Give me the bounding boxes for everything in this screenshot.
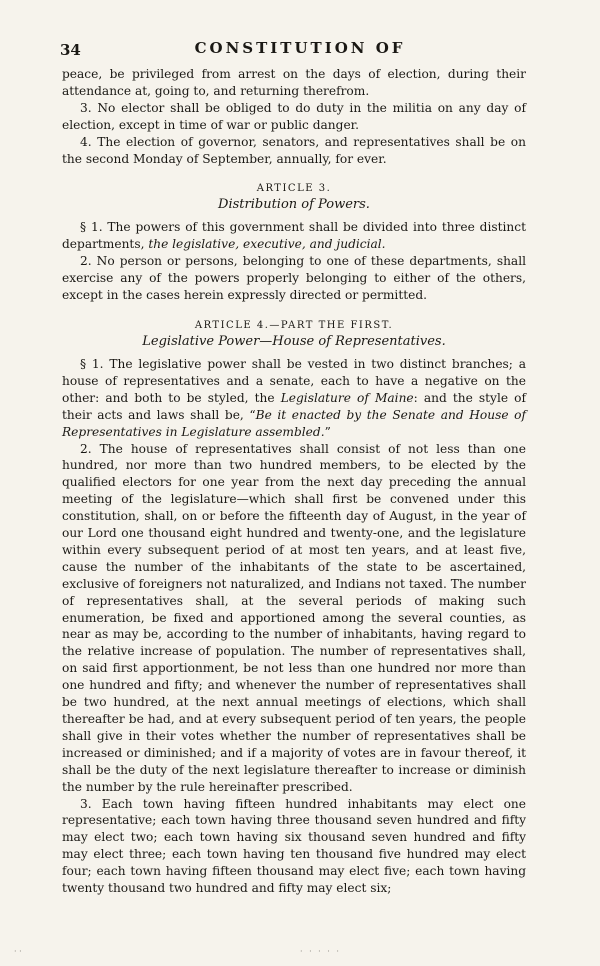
article-4-section-2: 2. The house of representatives shall consist of not less than one hundred, nor more than two hundred members, to be elected by the qualified electors for one year from the next day preceding the annual meeting of the legislature—which shall first be convened under this constitution, shall, on or before the fifteenth day of August, in the year of our Lord one thousand eight hundred and twenty-one, and the legislature within every subsequent period of at most ten years, and at least five, cause the number of the inhabitants of the state to be ascertained, exclusive of foreigners not naturalized, and Indians not taxed. The number of representatives shall, at the several periods of making such enumeration, be fixed and apportioned among the several counties, as near as may be, according to the number of inhabitants, having regard to the relative increase of population. The number of representatives shall, on said first apportionment, be not less than one hundred nor more than one hundred and fifty; and whenever the number of representatives shall be two hundred, at the next annual meetings of elections, which shall thereafter be had, and at every subsequent period of ten years, the people shall give in their votes whether the number of representatives shall be increased or diminished; and if a majority of votes are in favour thereof, it shall be the duty of the next legislature thereafter to increase or diminish the number by the rule hereinafter prescribed. bbox=[62, 441, 526, 794]
section-3-paragraph: 3. No elector shall be obliged to do duty in the militia on any day of election, except in time of war or public danger. bbox=[62, 100, 526, 132]
continuation-paragraph: peace, be privileged from arrest on the days of election, during their attendance at, going to, and returning therefrom. bbox=[62, 67, 526, 98]
article-4-section-1-text-b: : and the style of their acts and laws shall be, “ bbox=[62, 390, 526, 422]
footer-mark: · · · · · bbox=[300, 947, 341, 956]
article-4-section-1-emphasis-a: Legislature of Maine bbox=[280, 390, 414, 405]
article-3-heading: ARTICLE 3. bbox=[256, 183, 332, 195]
corner-mark: · · bbox=[14, 947, 22, 956]
article-4-section-1-emphasis-b: Be it enacted by the Senate and House of Representatives in Legislature assembled. bbox=[62, 407, 526, 439]
article-3-section-1-text: § 1. The powers of this government shall be divided into three distinct departments, bbox=[62, 220, 526, 252]
article-3-section-2: 2. No person or persons, belonging to one of these departments, shall exercise any of the powers properly belonging to either of the others, except in the cases herein expressly directed or permitted. bbox=[62, 254, 526, 303]
body-text bbox=[62, 66, 526, 897]
article-3-section-1 bbox=[62, 219, 526, 253]
article-4-subheading: Legislative Power—House of Representatives. bbox=[142, 333, 446, 349]
page-number: 34 bbox=[60, 41, 81, 59]
running-title: CONSTITUTION OF bbox=[194, 39, 406, 57]
article-3-subheading: Distribution of Powers. bbox=[218, 197, 370, 213]
article-3-section-1-emphasis: the legislative, executive, and judicial. bbox=[148, 237, 386, 252]
article-4-section-3: 3. Each town having fifteen hundred inhabitants may elect one representative; each town having three thousand seven hundred and fifty may elect two; each town having six thousand seven hundred and fifty may elect three; each town having ten thousand five hundred may elect four; each town having fifteen thousand may elect five; each town having twenty thousand two hundred and fifty may elect six; bbox=[62, 796, 526, 896]
article-4-heading: ARTICLE 4.—PART THE FIRST. bbox=[194, 319, 394, 331]
article-4-section-1 bbox=[62, 356, 526, 441]
article-4-section-1-text-c: ” bbox=[324, 424, 331, 439]
article-4-section-1-text-a: § 1. The legislative power shall be vested in two distinct branches; a house of representatives and a senate, each to have a negative on the other: and both to be styled, the bbox=[62, 356, 526, 405]
running-head bbox=[60, 39, 540, 61]
section-4-paragraph: 4. The election of governor, senators, and representatives shall be on the second Monday of September, annually, for ever. bbox=[62, 134, 526, 166]
